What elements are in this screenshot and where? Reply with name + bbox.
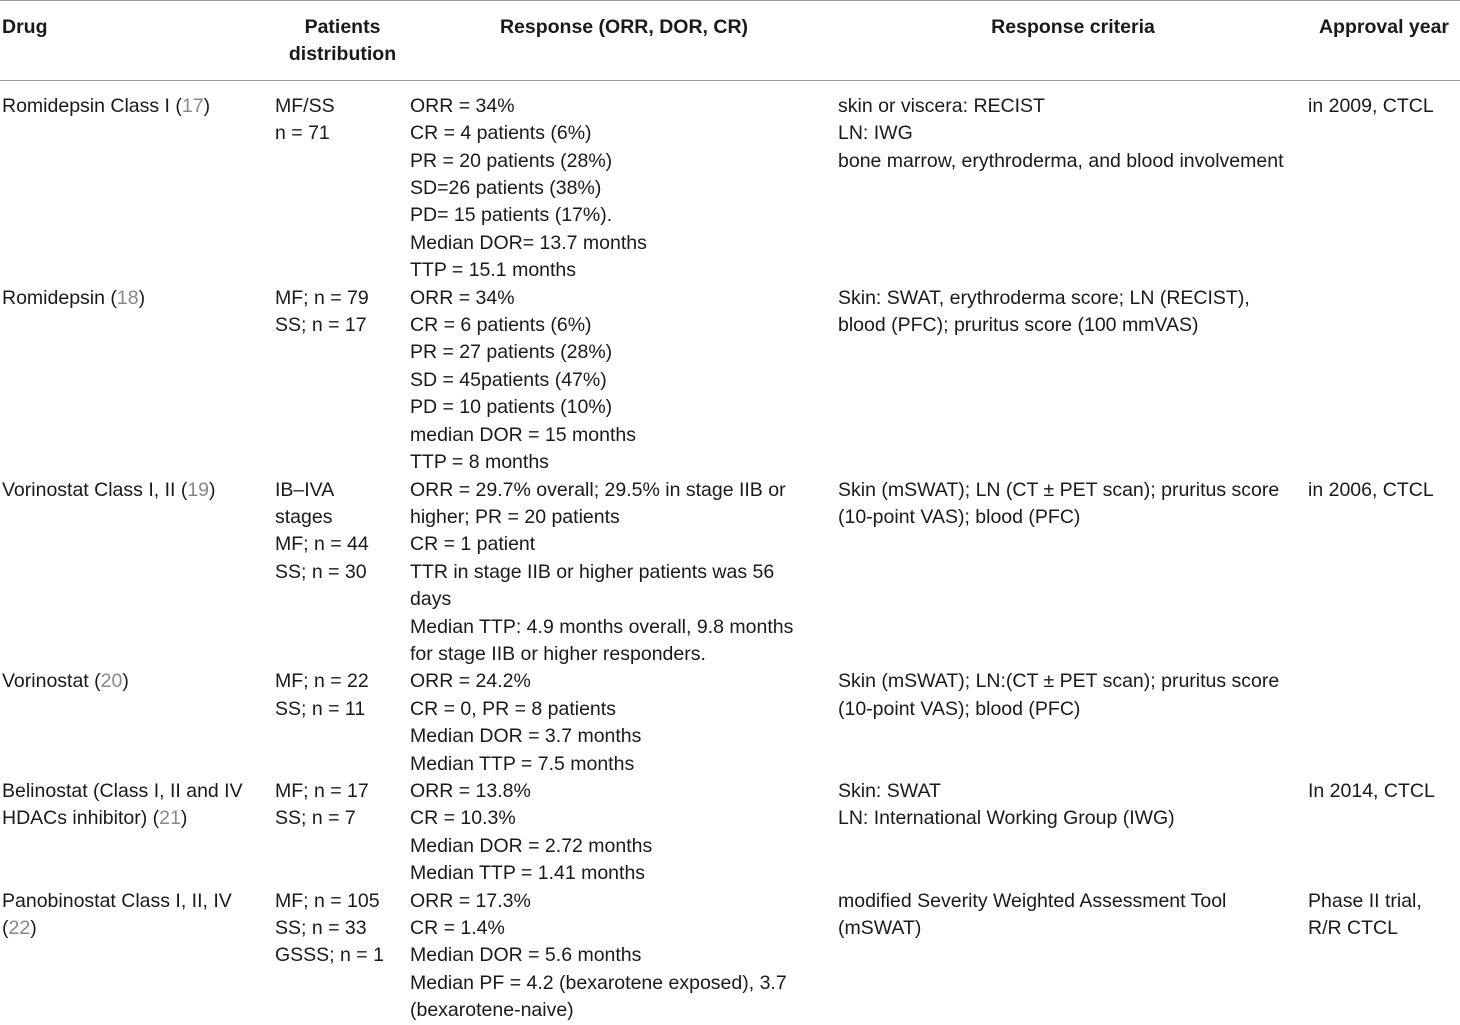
- reference-link[interactable]: 17: [181, 94, 204, 117]
- table-row: [0, 888, 1460, 1025]
- criteria-cell: Skin: SWAT LN: International Working Group (IWG): [838, 779, 1175, 830]
- approval-cell: in 2006, CTCL: [1308, 478, 1434, 501]
- reference-link[interactable]: 21: [159, 807, 181, 830]
- header-patients-distribution: Patients distribution: [275, 1, 410, 81]
- response-cell: ORR = 17.3% CR = 1.4% Median DOR = 5.6 months Median PF = 4.2 (bexarotene exposed), 3.7 (bexarotene-naive): [410, 889, 787, 1022]
- criteria-cell: modified Severity Weighted Assessment Tool (mSWAT): [838, 889, 1227, 939]
- header-drug: Drug: [0, 1, 275, 81]
- patients-cell: MF; n = 17 SS; n = 7: [275, 779, 369, 830]
- approval-cell: in 2009, CTCL: [1308, 94, 1434, 117]
- criteria-cell: Skin (mSWAT); LN:(CT ± PET scan); pruritus score (10-point VAS); blood (PFC): [838, 670, 1280, 720]
- header-approval-year: Approval year: [1308, 1, 1460, 81]
- table-row: [0, 285, 1460, 477]
- approval-cell: [1308, 668, 1460, 778]
- table-row: [0, 668, 1460, 778]
- drug-name: Belinostat (Class I, II and IV HDACs inhibitor) (: [2, 779, 243, 830]
- approval-cell: In 2014, CTCL: [1308, 779, 1435, 802]
- drug-name: Vorinostat Class I, II (: [2, 478, 188, 501]
- header-response-criteria: Response criteria: [838, 1, 1308, 81]
- drug-name-close: ): [180, 807, 188, 830]
- reference-link[interactable]: 20: [100, 670, 123, 693]
- header-row: [0, 1, 1460, 81]
- drug-name-close: ): [209, 478, 216, 501]
- drug-name: Romidepsin (: [2, 286, 117, 309]
- drug-name: Panobinostat Class I, II, IV (: [2, 889, 232, 939]
- reference-link[interactable]: 19: [187, 478, 210, 501]
- response-cell: ORR = 13.8% CR = 10.3% Median DOR = 2.72 months Median TTP = 1.41 months: [410, 779, 653, 885]
- drug-cell: [0, 477, 275, 669]
- drug-name-close: ): [203, 94, 211, 117]
- approval-cell: Phase II trial, R/R CTCL: [1308, 889, 1422, 939]
- criteria-cell: skin or viscera: RECIST LN: IWG bone marrow, erythroderma, and blood involvement: [838, 94, 1284, 172]
- patients-cell: MF; n = 79 SS; n = 17: [275, 286, 369, 337]
- table-row: [0, 778, 1460, 888]
- drug-name: Romidepsin Class I (: [2, 94, 182, 117]
- table-row: [0, 80, 1460, 284]
- drug-cell: [0, 778, 275, 888]
- drug-name-close: ): [122, 670, 129, 693]
- patients-cell: MF/SS n = 71: [275, 94, 335, 145]
- response-cell: ORR = 29.7% overall; 29.5% in stage IIB or higher; PR = 20 patients CR = 1 patient TTR in stage IIB or higher patients was 56 days Median TTP: 4.9 months overall, 9.8 months for stage IIB or higher responders.: [410, 478, 794, 665]
- approval-cell: [1308, 285, 1460, 477]
- drug-cell: [0, 668, 275, 778]
- reference-link[interactable]: 18: [116, 286, 139, 309]
- drug-cell: [0, 80, 275, 284]
- table-row: [0, 477, 1460, 669]
- patients-cell: IB–IVA stages MF; n = 44 SS; n = 30: [275, 478, 369, 583]
- drug-cell: [0, 888, 275, 1025]
- drug-name: Vorinostat (: [2, 670, 101, 693]
- response-cell: ORR = 34% CR = 6 patients (6%) PR = 27 patients (28%) SD = 45patients (47%) PD = 10 patients (10%) median DOR = 15 months TTP = 8 months: [410, 286, 636, 474]
- criteria-cell: Skin (mSWAT); LN (CT ± PET scan); pruritus score (10-point VAS); blood (PFC): [838, 478, 1280, 528]
- drug-name-close: ): [138, 286, 146, 309]
- response-cell: ORR = 34% CR = 4 patients (6%) PR = 20 patients (28%) SD=26 patients (38%) PD= 15 patients (17%). Median DOR= 13.7 months TTP = 15.1 months: [410, 94, 647, 282]
- patients-cell: MF; n = 105 SS; n = 33 GSSS; n = 1: [275, 889, 384, 967]
- drug-cell: [0, 285, 275, 477]
- drug-name-close: ): [30, 917, 37, 939]
- header-response: Response (ORR, DOR, CR): [410, 1, 838, 81]
- criteria-cell: Skin: SWAT, erythroderma score; LN (RECIST), blood (PFC); pruritus score (100 mmVAS): [838, 286, 1250, 337]
- response-cell: ORR = 24.2% CR = 0, PR = 8 patients Median DOR = 3.7 months Median TTP = 7.5 months: [410, 670, 642, 775]
- reference-link[interactable]: 22: [8, 917, 31, 939]
- patients-cell: MF; n = 22 SS; n = 11: [275, 670, 369, 720]
